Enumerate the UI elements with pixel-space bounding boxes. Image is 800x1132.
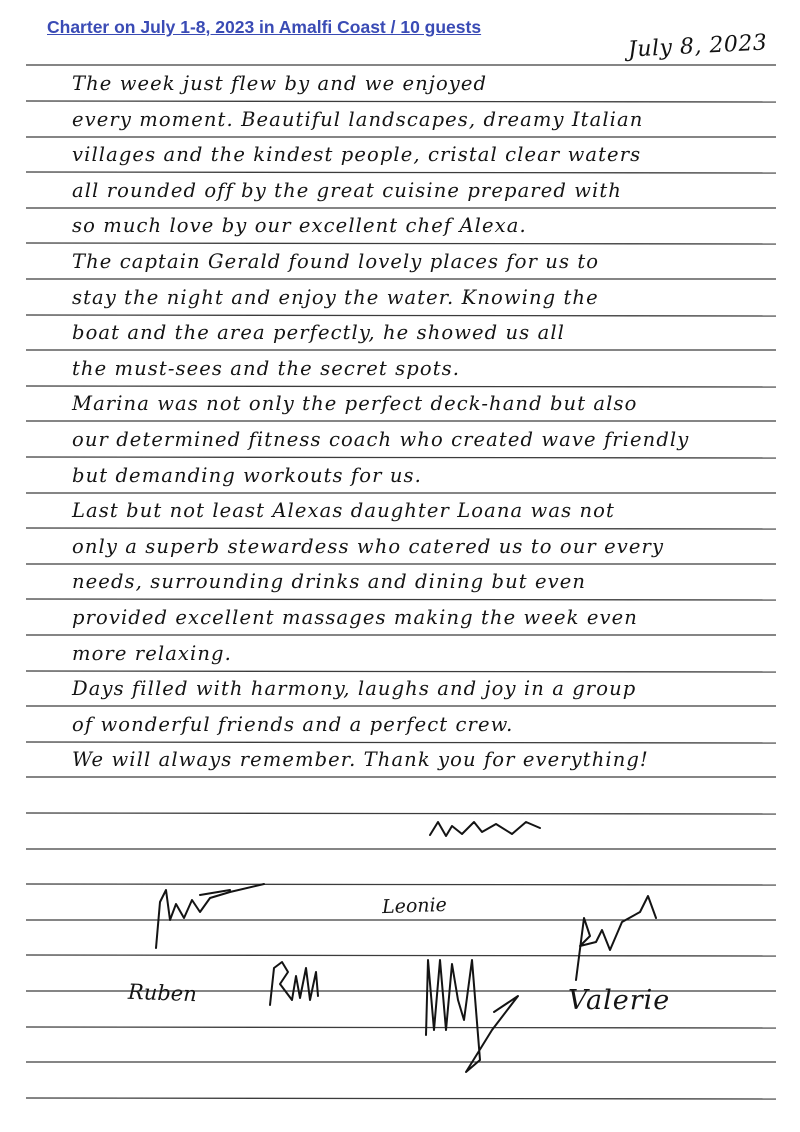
charter-title-link[interactable]: Charter on July 1-8, 2023 in Amalfi Coast / 10 guests xyxy=(47,17,482,37)
letter-line: so much love by our excellent chef Alexa. xyxy=(72,214,527,237)
letter-line: but demanding workouts for us. xyxy=(72,464,422,487)
letter-line: more relaxing. xyxy=(72,642,232,665)
letter-line: Marina was not only the perfect deck-hand but also xyxy=(72,392,638,415)
signature-ruben: Ruben xyxy=(127,979,198,1007)
signature-valerie: Valerie xyxy=(568,985,671,1016)
signature-scribble-4 xyxy=(426,960,518,1072)
signature-scribble-3 xyxy=(270,962,318,1005)
letter-line: stay the night and enjoy the water. Knowing the xyxy=(72,286,599,309)
letter-line: The captain Gerald found lovely places for us to xyxy=(72,250,600,273)
letter-line: every moment. Beautiful landscapes, dreamy Italian xyxy=(72,108,644,131)
letter-line: The week just flew by and we enjoyed xyxy=(72,72,488,95)
letter-date: July 8, 2023 xyxy=(627,30,768,63)
letter-line: our determined fitness coach who created wave friendly xyxy=(72,428,690,451)
letter-line: only a superb stewardess who catered us to our every xyxy=(72,535,665,558)
signature-leonie: Leonie xyxy=(381,893,448,919)
letter-line: We will always remember. Thank you for everything! xyxy=(72,748,649,771)
letter-line: all rounded off by the great cuisine prepared with xyxy=(72,179,622,202)
letter-line: boat and the area perfectly, he showed us all xyxy=(72,321,565,344)
letter-line: villages and the kindest people, cristal clear waters xyxy=(72,143,642,166)
letter-line: Days filled with harmony, laughs and joy in a group xyxy=(72,677,637,700)
signature-scribble-5 xyxy=(576,896,656,980)
letter-line: Last but not least Alexas daughter Loana was not xyxy=(72,499,615,522)
letter-line: provided excellent massages making the week even xyxy=(72,606,638,629)
letter-line: needs, surrounding drinks and dining but even xyxy=(72,570,587,593)
signature-scribble-2 xyxy=(156,884,264,948)
letter-line: the must-sees and the secret spots. xyxy=(72,357,461,380)
letter-line: of wonderful friends and a perfect crew. xyxy=(72,713,514,736)
signature-scribble-1 xyxy=(430,822,540,836)
